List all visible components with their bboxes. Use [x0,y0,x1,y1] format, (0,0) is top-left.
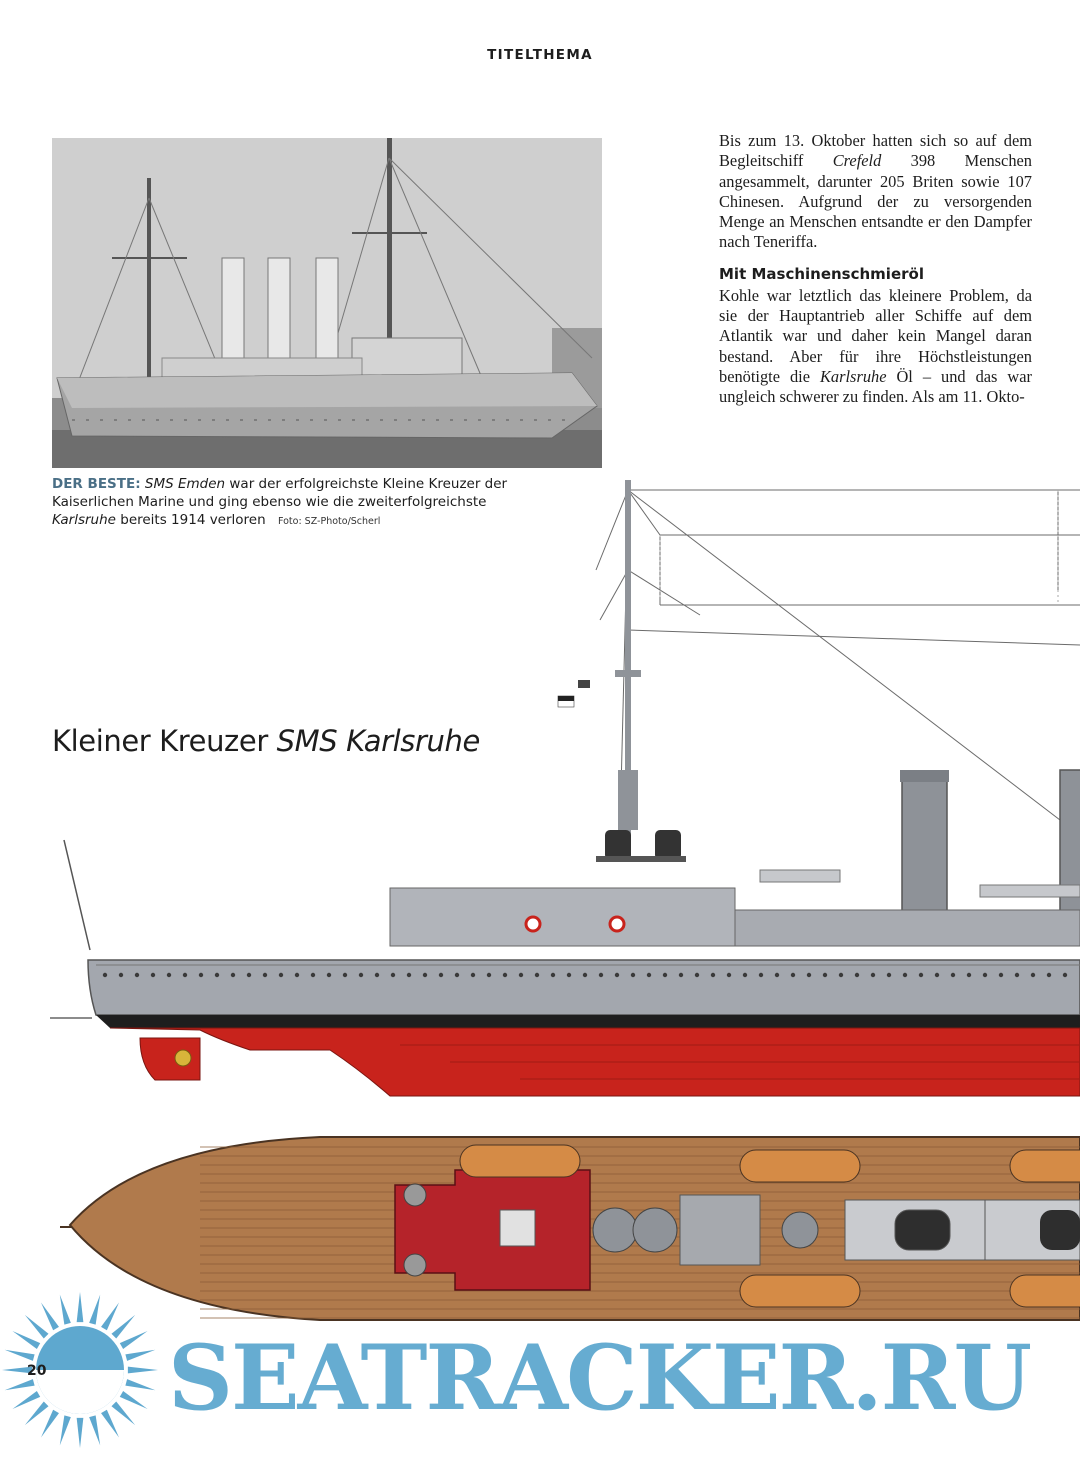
ship-photo [52,138,602,468]
porthole [439,973,443,977]
lifeboat [460,1145,580,1177]
porthole [423,973,427,977]
sun-ray [120,1331,148,1349]
porthole [1047,973,1051,977]
porthole [679,973,683,977]
article-paragraph-1 [719,131,1032,253]
paragraph-1-run-1: Crefeld [832,151,882,171]
porthole [695,973,699,977]
article-column [719,131,1032,408]
drawing-title-plain: Kleiner Kreuzer [52,724,277,758]
porthole [487,973,491,977]
porthole [391,973,395,977]
paragraph-1-run-0: Bis zum 13. Oktober hatten sich so auf dem Begleitschiff [719,131,1032,171]
porthole [1031,973,1035,977]
porthole [183,973,187,977]
paragraph-2-run-1: Karlsruhe [820,366,887,386]
sun-logo-icon [0,1290,170,1460]
ship-profile-drawing [0,470,1080,1100]
porthole [535,973,539,977]
porthole [519,973,523,977]
caption-run-3: bereits 1914 verloren [115,512,266,528]
sun-ray [41,1302,59,1330]
porthole [855,973,859,977]
porthole [151,973,155,977]
sun-ray [89,1415,100,1445]
porthole [1063,973,1067,977]
paragraph-2-run-2: Öl – und das war ungleich schwerer zu finden. Als am 11. Okto- [719,366,1032,407]
porthole [791,973,795,977]
porthole [823,973,827,977]
lifeboat [740,1275,860,1307]
porthole [199,973,203,977]
sun-ray [25,1401,49,1425]
section-label: TITELTHEMA [487,47,593,63]
sun-ray [60,1415,71,1445]
porthole [999,973,1003,977]
lifeboat [1010,1275,1080,1307]
sun-ray [25,1315,49,1339]
porthole [343,973,347,977]
sun-ray [111,1315,135,1339]
sun-ray [12,1331,40,1349]
porthole [231,973,235,977]
porthole [295,973,299,977]
sun-ray [77,1418,84,1448]
sun-ray [41,1410,59,1438]
sun-ray [89,1295,100,1325]
porthole [583,973,587,977]
porthole [1015,973,1019,977]
porthole [247,973,251,977]
porthole [167,973,171,977]
porthole [471,973,475,977]
porthole [135,973,139,977]
porthole [567,973,571,977]
porthole [503,973,507,977]
porthole [807,973,811,977]
porthole [327,973,331,977]
page-number: 20 [27,1363,47,1379]
porthole [967,973,971,977]
article-subheading: Mit Maschinenschmieröl [719,264,924,283]
sun-ray [101,1302,119,1330]
sun-ray [77,1292,84,1322]
porthole [359,973,363,977]
sun-ray [125,1350,155,1361]
porthole [711,973,715,977]
lifeboat [1010,1150,1080,1182]
porthole [871,973,875,977]
porthole [935,973,939,977]
drawing-title [52,724,480,758]
porthole [839,973,843,977]
porthole [631,973,635,977]
porthole [455,973,459,977]
sun-ray [125,1379,155,1390]
porthole [983,973,987,977]
porthole [375,973,379,977]
porthole [727,973,731,977]
porthole [311,973,315,977]
photo-credit: Foto: SZ-Photo/Scherl [277,516,381,527]
sun-ray [111,1401,135,1425]
porthole [647,973,651,977]
sun-ray [128,1367,158,1374]
porthole [663,973,667,977]
porthole [887,973,891,977]
sun-ray [5,1350,35,1361]
caption-run-1: war der erfolgreichste Kleine Kreuzer der Kaiserlichen Marine und ging ebenso wie die zweiterfolgreichste [52,476,508,510]
drawing-title-ship-name: SMS Karlsruhe [276,724,480,758]
porthole [263,973,267,977]
porthole [551,973,555,977]
porthole [775,973,779,977]
porthole [103,973,107,977]
porthole [615,973,619,977]
porthole [215,973,219,977]
porthole [951,973,955,977]
porthole [743,973,747,977]
porthole [759,973,763,977]
lifeboat [740,1150,860,1182]
paragraph-1-run-2: 398 Menschen angesammelt, darunter 205 Briten sowie 107 Chinesen. Aufgrund der zu versorgenden Menge an Menschen entsandte er den Dampfer nach Teneriffa. [719,151,1032,252]
sun-ray [60,1295,71,1325]
porthole [903,973,907,977]
article-paragraph-2 [719,286,1032,408]
paragraph-2-run-0: Kohle war letztlich das kleinere Problem, da sie der Hauptantrieb aller Schiffe auf dem Atlantik war und daher kein Mangel daran bestand. Aber für ihre Höchstleistungen benötigte die [719,285,1032,386]
sun-ray [5,1379,35,1390]
porthole [599,973,603,977]
porthole [919,973,923,977]
sun-ray [120,1391,148,1409]
caption-run-2: Karlsruhe [52,512,116,528]
porthole [407,973,411,977]
porthole [279,973,283,977]
sun-ray [101,1410,119,1438]
caption-run-0: SMS Emden [144,476,226,492]
watermark-text: SEATRACKER.RU [168,1325,1030,1431]
porthole [119,973,123,977]
caption-lead: DER BESTE: [52,476,141,492]
sun-ray [12,1391,40,1409]
